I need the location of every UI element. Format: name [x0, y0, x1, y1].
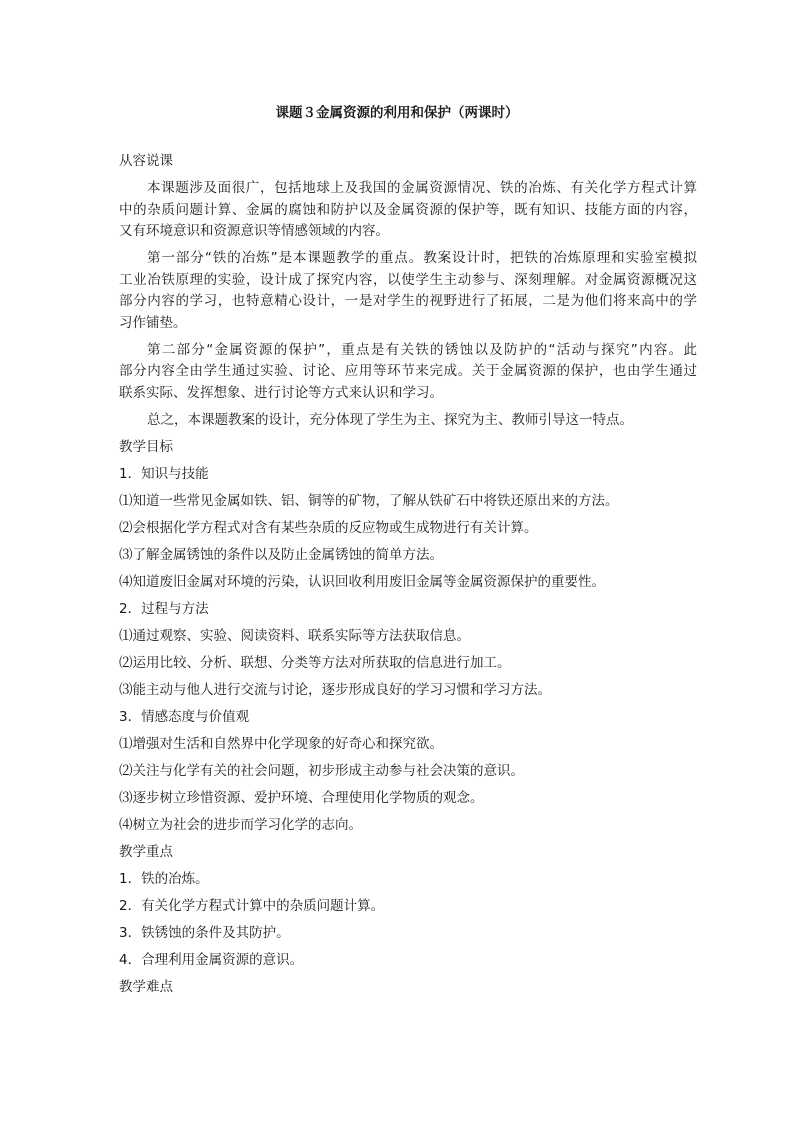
list-item: ⑴知道一些常见金属如铁、铝、铜等的矿物，了解从铁矿石中将铁还原出来的方法。 — [119, 492, 619, 509]
list-item: ⑵会根据化学方程式对含有某些杂质的反应物或生成物进行有关计算。 — [119, 519, 538, 536]
paragraph-line: 工业冶铁原理的实验，设计成了探究内容，以使学生主动参与、深刻理解。对金属资源概况这 — [119, 271, 697, 288]
list-item: ⑴通过观察、实验、阅读资料、联系实际等方法获取信息。 — [119, 627, 470, 644]
paragraph-line: 部分内容的学习，也特意精心设计，一是对学生的视野进行了拓展，二是为他们将来高中的学 — [119, 293, 697, 309]
list-item: ⑶了解金属锈蚀的条件以及防止金属锈蚀的简单方法。 — [119, 546, 443, 563]
list-item: ⑵运用比较、分析、联想、分类等方法对所获取的信息进行加工。 — [119, 654, 511, 671]
paragraph-line: 联系实际、发挥想象、进行讨论等方式来认识和学习。 — [119, 384, 443, 401]
list-item: ⑵关注与化学有关的社会问题，初步形成主动参与社会决策的意识。 — [119, 762, 524, 779]
list-item: ⑷树立为社会的进步而学习化学的志向。 — [119, 816, 362, 833]
subheading: 1．知识与技能 — [119, 465, 209, 482]
list-item: 4．合理利用金属资源的意识。 — [119, 951, 304, 968]
paragraph-line: 第一部分“铁的冶炼”是本课题教学的重点。教案设计时，把铁的冶炼原理和实验室模拟 — [147, 250, 697, 266]
list-item: 2．有关化学方程式计算中的杂质问题计算。 — [119, 897, 385, 914]
document-body — [119, 151, 697, 998]
document-title: 课题３金属资源的利用和保护（两课时） — [275, 105, 519, 121]
list-item: ⑶逐步树立珍惜资源、爱护环境、合理使用化学物质的观念。 — [119, 789, 484, 806]
paragraph-line: 部分内容全由学生通过实验、讨论、应用等环节来完成。关于金属资源的保护，也由学生通过 — [119, 363, 697, 379]
paragraph-line: 第二部分“金属资源的保护”，重点是有关铁的锈蚀以及防护的“活动与探究”内容。此 — [147, 341, 697, 358]
list-item: ⑶能主动与他人进行交流与讨论，逐步形成良好的学习习惯和学习方法。 — [119, 681, 551, 698]
subheading: 2．过程与方法 — [119, 600, 209, 617]
section-heading-key-points: 教学重点 — [119, 843, 173, 860]
paragraph-line: 总之，本课题教案的设计，充分体现了学生为主、探究为主、教师引导这一特点。 — [147, 411, 633, 428]
list-item: ⑷知道废旧金属对环境的污染，认识回收利用废旧金属等金属资源保护的重要性。 — [119, 573, 605, 590]
paragraph-line: 本课题涉及面很广，包括地球上及我国的金属资源情况、铁的冶炼、有关化学方程式计算 — [147, 180, 697, 196]
list-item: 3．铁锈蚀的条件及其防护。 — [119, 924, 290, 941]
list-item: 1．铁的冶炼。 — [119, 870, 209, 887]
section-heading-objectives: 教学目标 — [119, 438, 173, 455]
paragraph-line: 中的杂质问题计算、金属的腐蚀和防护以及金属资源的保护等，既有知识、技能方面的内容， — [119, 201, 697, 218]
list-item: ⑴增强对生活和自然界中化学现象的好奇心和探究欲。 — [119, 735, 443, 752]
subheading: 3．情感态度与价值观 — [119, 708, 250, 725]
paragraph-line: 又有环境意识和资源意识等情感领域的内容。 — [119, 223, 389, 239]
heading-shuoke: 从容说课 — [119, 153, 173, 169]
section-heading-difficulties: 教学难点 — [119, 978, 173, 995]
paragraph-line: 习作铺垫。 — [119, 314, 187, 331]
